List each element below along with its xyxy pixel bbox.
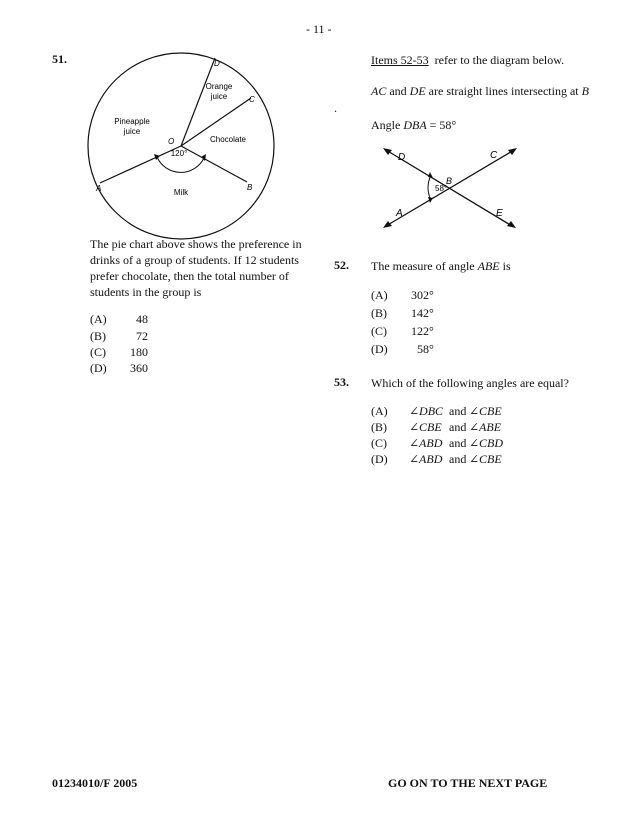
option-label: (B) xyxy=(371,420,387,434)
option-label: (B) xyxy=(371,306,387,320)
option-value: 302° xyxy=(411,288,434,302)
radius-oa xyxy=(100,146,181,183)
arrow-c xyxy=(508,148,517,155)
q51-option-d[interactable] xyxy=(90,361,190,377)
line-de: DE xyxy=(409,84,426,98)
option-label: (C) xyxy=(371,324,387,338)
option-label: (A) xyxy=(371,404,388,418)
point-c-label: C xyxy=(490,150,498,161)
q51-line: The pie chart above shows the preference in xyxy=(90,237,302,251)
stray-dot: . xyxy=(334,101,337,115)
question-52-number: 52. xyxy=(334,258,349,272)
angle-arrow-top xyxy=(428,172,433,178)
pineapple-label-2: juice xyxy=(123,127,141,136)
option-value: 180 xyxy=(130,345,148,359)
point-c-label: C xyxy=(249,95,255,104)
milk-label: Milk xyxy=(173,188,189,197)
point-a-label: A xyxy=(96,184,102,193)
question-53-number: 53. xyxy=(334,375,349,389)
q51-option-c[interactable] xyxy=(90,345,190,361)
q53-option-d[interactable] xyxy=(371,452,531,468)
q51-option-b[interactable] xyxy=(90,329,190,345)
arrow-e xyxy=(507,221,516,228)
angle-1: ∠ABD xyxy=(409,452,443,466)
angle-58-label: 58° xyxy=(435,184,448,193)
point-b-label: B xyxy=(446,176,453,186)
orange-label-2: juice xyxy=(210,92,228,101)
q52-option-b[interactable] xyxy=(371,306,491,322)
items-range: Items 52-53 xyxy=(371,53,429,67)
point-d-label: D xyxy=(214,59,220,68)
q52-option-d[interactable] xyxy=(371,342,491,358)
angle-given xyxy=(371,117,456,133)
angle-arc xyxy=(157,157,204,172)
angle-1: ∠DBC xyxy=(409,404,444,418)
point-b: B xyxy=(581,84,589,98)
option-value: 360 xyxy=(130,361,148,375)
q53-option-a[interactable] xyxy=(371,404,531,420)
and-text: and xyxy=(449,420,467,434)
angle-2: ∠ABE xyxy=(469,420,502,434)
footer-code: 01234010/F 2005 xyxy=(52,776,138,790)
option-label: (B) xyxy=(90,329,106,343)
q53-option-c[interactable] xyxy=(371,436,531,452)
pineapple-label-1: Pineapple xyxy=(114,117,150,126)
angle-2: ∠CBE xyxy=(469,404,502,418)
orange-label-1: Orange xyxy=(205,82,233,91)
line-ac: AC xyxy=(371,84,387,98)
pie-chart xyxy=(85,50,290,245)
angle-label: 120° xyxy=(170,149,188,158)
question-51-number: 51. xyxy=(52,52,67,66)
radius-od xyxy=(181,58,215,146)
angle-abe: ABE xyxy=(477,259,500,273)
intersecting-lines-diagram xyxy=(378,142,523,234)
option-label: (D) xyxy=(371,342,388,356)
intersect-text: are straight lines intersecting at xyxy=(425,84,582,98)
point-a-label: A xyxy=(396,208,403,219)
option-value: 72 xyxy=(136,329,148,343)
point-d-label: D xyxy=(398,152,406,163)
option-value: 58° xyxy=(417,342,434,356)
arrow-a xyxy=(383,221,392,228)
and-text: and xyxy=(449,436,467,450)
chocolate-label: Chocolate xyxy=(209,135,247,144)
angle-prefix: Angle xyxy=(371,118,404,132)
and-text: and xyxy=(449,452,467,466)
q51-line: prefer chocolate, then the total number of xyxy=(90,269,289,283)
stem-part: The measure of angle xyxy=(371,259,478,273)
q51-option-a[interactable] xyxy=(90,312,190,328)
angle-2: ∠CBD xyxy=(469,436,504,450)
angle-1: ∠ABD xyxy=(409,436,443,450)
point-e-label: E xyxy=(496,208,503,219)
center-o-label: O xyxy=(168,137,175,146)
q52-option-a[interactable] xyxy=(371,288,491,304)
question-53-stem: Which of the following angles are equal? xyxy=(371,376,569,390)
and-text: and xyxy=(386,84,410,98)
q51-line: drinks of a group of students. If 12 students xyxy=(90,253,299,267)
items-intro xyxy=(371,52,564,68)
arrow-d xyxy=(383,148,392,155)
angle-1: ∠CBE xyxy=(409,420,442,434)
option-value: 142° xyxy=(411,306,434,320)
arc-arrow-left xyxy=(154,154,160,160)
angle-name: DBA xyxy=(403,118,427,132)
q51-line: students in the group is xyxy=(90,285,202,299)
point-b-label: B xyxy=(247,183,253,192)
option-label: (D) xyxy=(371,452,388,466)
angle-2: ∠CBE xyxy=(469,452,502,466)
option-value: 48 xyxy=(136,312,148,326)
footer-next-page: GO ON TO THE NEXT PAGE xyxy=(388,776,548,790)
items-intro-rest: refer to the diagram below. xyxy=(428,53,565,67)
angle-value: = 58° xyxy=(426,118,457,132)
question-52-stem xyxy=(371,258,511,274)
question-51-text xyxy=(90,236,310,300)
stem-part: is xyxy=(499,259,511,273)
and-text: and xyxy=(449,404,467,418)
option-value: 122° xyxy=(411,324,434,338)
page-number: - 11 - xyxy=(306,22,332,36)
option-label: (A) xyxy=(90,312,107,326)
radius-ob xyxy=(181,146,247,182)
option-label: (A) xyxy=(371,288,388,302)
option-label: (C) xyxy=(90,345,106,359)
q52-option-c[interactable] xyxy=(371,324,491,340)
angle-arc-58 xyxy=(428,175,431,200)
option-label: (D) xyxy=(90,361,107,375)
lines-intersect-text xyxy=(371,83,589,99)
option-label: (C) xyxy=(371,436,387,450)
q53-option-b[interactable] xyxy=(371,420,531,436)
